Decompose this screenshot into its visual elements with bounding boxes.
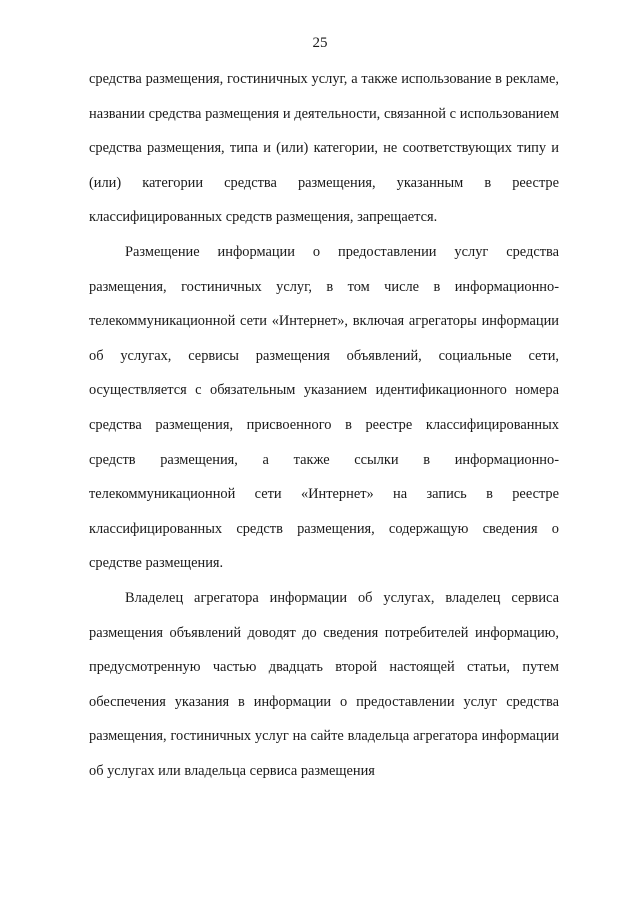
paragraph-1: средства размещения, гостиничных услуг, а также использование в рекламе, названии средства размещения и деятельности, связанной с использованием средства размещения, типа и (или) категории, не соответствующих типу и (или) категории средства размещения, указанным в реестре классифицированных средств размещения, запрещается. [89,71,559,226]
paragraph-2: Размещение информации о предоставлении услуг средства размещения, гостиничных услуг, в том числе в информационно-телекоммуникационной сети «Интернет», включая агрегаторы информации об услугах, сервисы размещения объявлений, социальные сети, осуществляется с обязательным указанием идентификационного номера средства размещения, присвоенного в реестре классифицированных средств размещения, а также ссылки в информационно-телекоммуникационной сети «Интернет» на запись в реестре классифицированных средств размещения, содержащую сведения о средстве размещения. [89,243,559,572]
body-text [89,62,559,788]
paragraph-3: Владелец агрегатора информации об услугах, владелец сервиса размещения объявлений доводят до сведения потребителей информацию, предусмотренную частью двадцать второй настоящей статьи, путем обеспечения указания в информации о предоставлении услуг средства размещения, гостиничных услуг на сайте владельца агрегатора информации об услугах или владельца сервиса размещения [89,589,559,779]
page-number: 25 [312,35,328,51]
